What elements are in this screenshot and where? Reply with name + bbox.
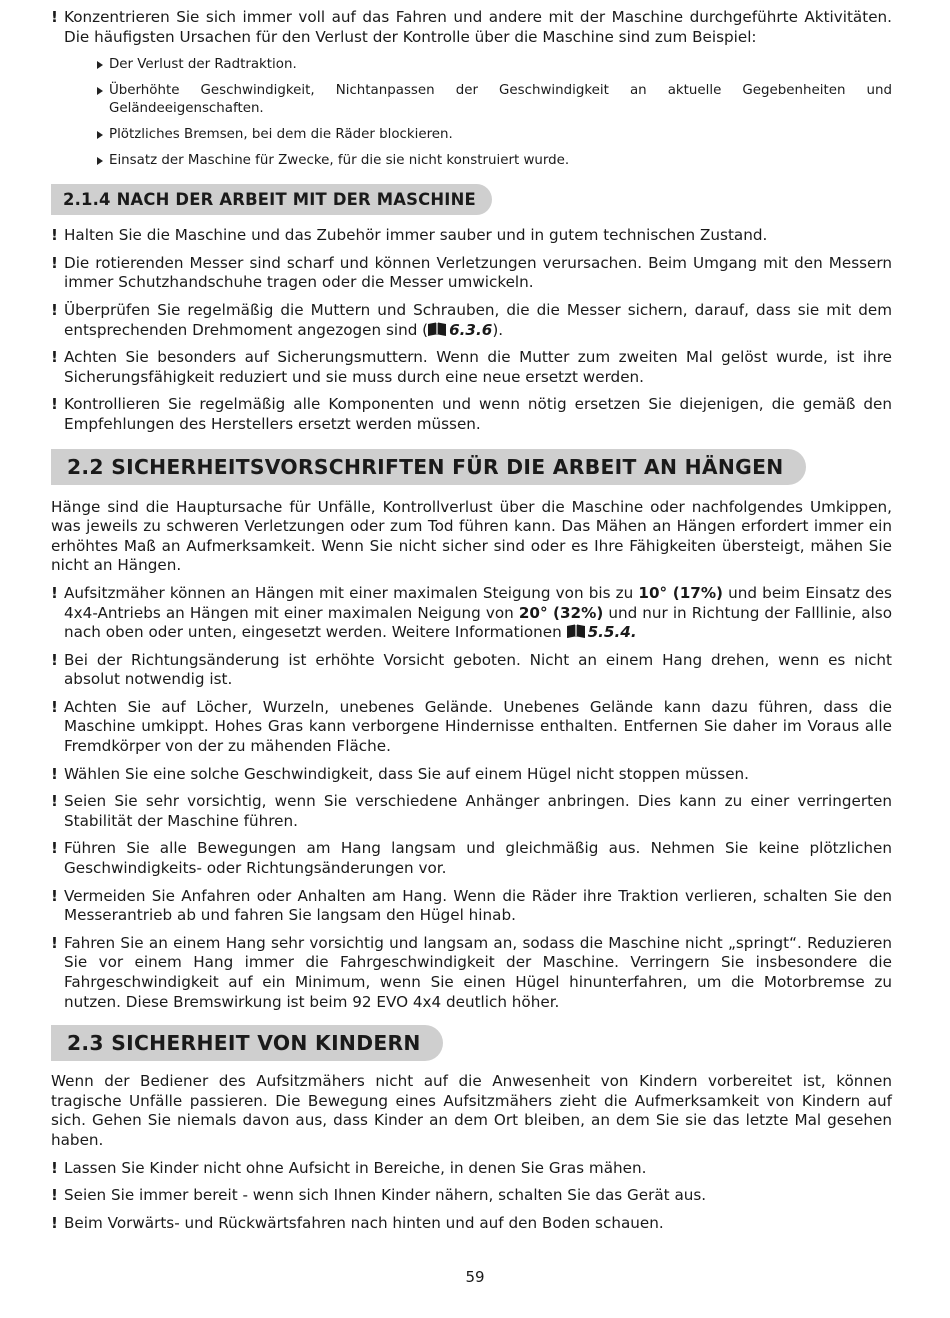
warning-text: Bei der Richtungsänderung ist erhöhte Vorsicht geboten. Nicht an einem Hang drehen, wenn es nicht absolut notwendig ist.	[64, 650, 892, 689]
warning-marker: !	[51, 792, 58, 811]
warning-text	[64, 301, 892, 339]
warning-marker: !	[51, 8, 58, 26]
warning-item	[51, 1214, 892, 1234]
cause-text: Überhöhte Geschwindigkeit, Nichtanpassen der Geschwindigkeit an aktuelle Gegebenheiten und Geländeeigenschaften.	[109, 83, 892, 117]
warning-item	[51, 254, 892, 293]
section-heading-wrap	[51, 1025, 892, 1061]
warning-item	[51, 1186, 892, 1206]
warning-item	[51, 934, 892, 1012]
warning-marker: !	[51, 839, 58, 858]
warning-text: Achten Sie besonders auf Sicherungsmuttern. Wenn die Mutter zum zweiten Mal gelöst wurde, ist ihre Sicherungsfähigkeit reduziert und sie muss durch eine neue ersetzt werden.	[64, 348, 892, 386]
warning-item	[51, 301, 892, 340]
cause-list-item	[51, 56, 892, 74]
warning-text: Halten Sie die Maschine und das Zubehör immer sauber und in gutem technischen Zustand.	[64, 226, 768, 245]
cause-text: Der Verlust der Radtraktion.	[109, 57, 297, 73]
warning-text: Kontrollieren Sie regelmäßig alle Komponenten und wenn nötig ersetzen Sie diejenigen, die gemäß den Empfehlungen des Herstellers ersetzt werden müssen.	[64, 395, 892, 433]
warning-marker: !	[51, 253, 58, 272]
section-heading-2-3: 2.3 SICHERHEIT VON KINDERN	[51, 1025, 443, 1061]
warning-item	[51, 839, 892, 878]
cause-text: Plötzliches Bremsen, bei dem die Räder blockieren.	[109, 127, 453, 143]
warning-text: Die rotierenden Messer sind scharf und können Verletzungen verursachen. Beim Umgang mit den Messern immer Schutzhandschuhe tragen oder die Messer umwickeln.	[64, 253, 892, 292]
section-heading-2-1-4: 2.1.4 NACH DER ARBEIT MIT DER MASCHINE	[51, 184, 492, 215]
warning-text: Führen Sie alle Bewegungen am Hang langsam und gleichmäßig aus. Nehmen Sie keine plötzlichen Geschwindigkeits- oder Richtungsänderungen vor.	[64, 839, 892, 878]
warning-item	[51, 765, 892, 785]
warning-text-part: Überprüfen Sie regelmäßig die Muttern und Schrauben, die die Messer sichern, darauf, dass sie mit dem entsprechenden Drehmoment angezogen sind (	[64, 300, 892, 339]
warning-text: Beim Vorwärts- und Rückwärtsfahren nach hinten und auf den Boden schauen.	[64, 1213, 664, 1232]
section-intro: Hänge sind die Hauptursache für Unfälle, Kontrollverlust über die Maschine oder nachfolgendes Umkippen, was jeweils zu schweren Verletzungen oder zum Tod führen kann. Das Mähen an Hängen erfordert immer ein erhöhtes Maß an Aufmerksamkeit. Wenn Sie nicht sicher sind oder es Ihre Fähigkeiten übersteigt, mähen Sie nicht an Hängen.	[51, 497, 892, 575]
slope-value: 20° (32%)	[518, 603, 604, 622]
warning-text: Seien Sie sehr vorsichtig, wenn Sie verschiedene Anhänger anbringen. Dies kann zu einer verringerten Stabilität der Maschine führen.	[64, 792, 892, 830]
warning-text-part: Aufsitzmäher können an Hängen mit einer maximalen Steigung von bis zu	[64, 583, 639, 602]
section-heading-2-2: 2.2 SICHERHEITSVORSCHRIFTEN FÜR DIE ARBEIT AN HÄNGEN	[51, 449, 806, 485]
cause-list-item	[51, 126, 892, 144]
section-reference: 6.3.6	[449, 320, 493, 339]
warning-text-part: und nur in Richtung der Falllinie, also nach oben oder unten, eingesetzt werden. Weitere Informationen	[64, 603, 892, 642]
warning-text: Fahren Sie an einem Hang sehr vorsichtig und langsam an, sodass die Maschine nicht „springt“. Reduzieren Sie vor einem Hang immer die Fahrgeschwindigkeit der Maschine. Verringern Sie insbesondere die Fahrgeschwindigkeit auf ein Minimum, wenn Sie einen Hügel hinunterfahren, um die Motorbremse zu nutzen. Diese Bremswirkung ist beim 92 EVO 4x4 deutlich höher.	[64, 933, 892, 1011]
cause-list-item	[51, 152, 892, 170]
cause-list-item	[51, 82, 892, 118]
arrow-bullet-icon	[97, 157, 103, 165]
warning-text: Achten Sie auf Löcher, Wurzeln, unebenes Gelände. Unebenes Gelände kann dazu führen, dass die Maschine umkippt. Hohes Gras kann verborgene Hindernisse enthalten. Entfernen Sie daher im Voraus alle Fremdkörper von der zu mähenden Fläche.	[64, 697, 892, 756]
warning-marker: !	[51, 933, 58, 952]
warning-item	[51, 395, 892, 434]
warning-marker: !	[51, 300, 58, 319]
warning-marker: !	[51, 348, 58, 367]
warning-text: Seien Sie immer bereit - wenn sich Ihnen Kinder nähern, schalten Sie das Gerät aus.	[64, 1186, 707, 1205]
warning-text-part: ).	[492, 320, 504, 339]
warning-item	[51, 584, 892, 643]
warning-text-part: und beim Einsatz des 4x4-Antriebs an Hängen mit einer maximalen Neigung von	[64, 583, 892, 622]
warning-item	[51, 1159, 892, 1179]
warning-item	[51, 348, 892, 387]
warning-marker: !	[51, 697, 58, 716]
cause-text: Einsatz der Maschine für Zwecke, für die sie nicht konstruiert wurde.	[109, 153, 570, 169]
warning-marker: !	[51, 583, 58, 602]
book-icon	[567, 624, 585, 638]
warning-text: Wählen Sie eine solche Geschwindigkeit, dass Sie auf einem Hügel nicht stoppen müssen.	[64, 764, 750, 783]
warning-marker: !	[51, 1158, 58, 1177]
page-number: 59	[465, 1268, 485, 1286]
manual-page	[51, 8, 892, 1241]
warning-item	[51, 8, 892, 47]
warning-text	[64, 584, 892, 641]
warning-marker: !	[51, 650, 58, 669]
warning-text: Konzentrieren Sie sich immer voll auf das Fahren und andere mit der Maschine durchgeführte Aktivitäten. Die häufigsten Ursachen für den Verlust der Kontrolle über die Maschine sind zum Beispiel:	[64, 8, 892, 46]
warning-marker: !	[51, 1186, 58, 1205]
slope-value: 10° (17%)	[638, 583, 723, 602]
warning-marker: !	[51, 764, 58, 783]
warning-text: Lassen Sie Kinder nicht ohne Aufsicht in Bereiche, in denen Sie Gras mähen.	[64, 1158, 647, 1177]
warning-text: Vermeiden Sie Anfahren oder Anhalten am Hang. Wenn die Räder ihre Traktion verlieren, schalten Sie den Messerantrieb ab und fahren Sie langsam den Hügel hinab.	[64, 886, 892, 925]
section-intro: Wenn der Bediener des Aufsitzmähers nicht auf die Anwesenheit von Kindern vorbereitet ist, können tragische Unfälle passieren. Die Bewegung eines Aufsitzmähers zieht die Aufmerksamkeit von Kindern auf sich. Gehen Sie niemals davon aus, dass Kinder an dem Ort bleiben, an dem Sie sie das letzte Mal gesehen haben.	[51, 1072, 892, 1149]
warning-item	[51, 792, 892, 831]
section-heading-wrap	[51, 449, 892, 485]
book-icon	[428, 322, 446, 336]
warning-marker: !	[51, 886, 58, 905]
warning-marker: !	[51, 226, 58, 245]
warning-item	[51, 226, 892, 246]
warning-item	[51, 651, 892, 690]
section-heading-wrap	[51, 184, 892, 215]
warning-item	[51, 698, 892, 757]
warning-marker: !	[51, 395, 58, 414]
section-reference: 5.5.4.	[587, 623, 637, 642]
arrow-bullet-icon	[97, 87, 103, 95]
arrow-bullet-icon	[97, 61, 103, 69]
arrow-bullet-icon	[97, 131, 103, 139]
warning-item	[51, 887, 892, 926]
warning-marker: !	[51, 1213, 58, 1232]
